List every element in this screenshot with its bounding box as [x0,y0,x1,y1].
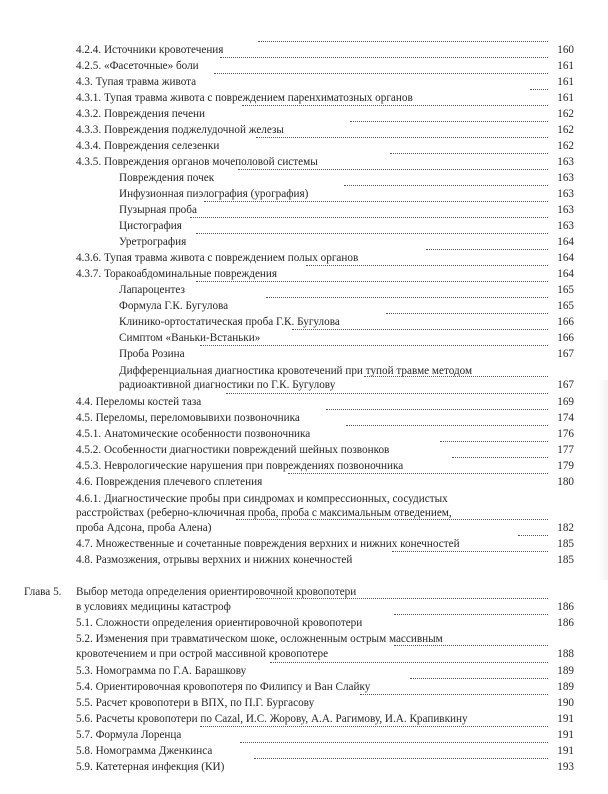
dot-leader [386,313,548,314]
toc-entry-text: 4.4. Переломы костей таза [76,396,202,408]
toc-entry-text: 4.3. Тупая травма живота [76,76,197,88]
toc-entry-text: 4.6.1. Диагностические пробы при синдромах и компрессионных, сосудистых [76,493,448,505]
toc-entry-text: в условиях медицины катастроф [76,601,231,613]
toc-entry-text: 5.9. Катетерная инфекция (КИ) [76,761,225,773]
dot-leader [214,73,548,74]
toc-entry-page: 161 [557,76,574,88]
toc-entry-page: 179 [557,460,574,472]
toc-entry-text: Пузырная проба [119,204,197,216]
dot-leader [410,678,548,679]
toc-entry-page: 193 [557,761,574,773]
dot-leader [360,694,548,695]
toc-entry-page: 185 [557,538,574,550]
toc-entry-text: 5.1. Сложности определения ориентировочной кровопотери [76,617,363,629]
toc-entry-page: 189 [557,681,574,693]
toc-entry-text: расстройствах (реберно-ключичная проба, проба с максимальным отведением, [76,507,452,519]
dot-leader [364,376,548,377]
dot-leader [190,217,548,218]
toc-entry-page: 182 [557,522,574,534]
toc-entry-page: 188 [557,648,574,660]
toc-entry-page: 163 [557,220,574,232]
toc-entry-page: 191 [557,729,574,741]
dot-leader [220,57,548,58]
dot-leader [266,297,548,298]
toc-entry-page: 169 [557,396,574,408]
chapter-number: Глава 5. [24,586,62,598]
toc-entry-page: 174 [557,412,574,424]
toc-entry-page: 165 [557,300,574,312]
dot-leader [326,409,548,410]
toc-entry-page: 177 [557,444,574,456]
dot-leader [236,519,548,520]
dot-leader [270,662,548,663]
dot-leader [346,425,548,426]
toc-entry-page: 166 [557,316,574,328]
toc-entry-text: Лапароцентез [119,284,185,296]
toc-entry-page: 186 [557,617,574,629]
toc-entry-page: 165 [557,284,574,296]
toc-entry-text: 4.8. Размозжения, отрывы верхних и нижних конечностей [76,554,353,566]
dot-leader [288,473,548,474]
toc-entry-page: 176 [557,428,574,440]
toc-entry-text: 4.5.1. Анатомические особенности позвоночника [76,428,311,440]
toc-entry-text: 4.3.6. Тупая травма живота с повреждением полых органов [76,252,359,264]
dot-leader [204,201,548,202]
dot-leader [390,153,548,154]
dot-leader [240,742,548,743]
toc-entry-text: 4.2.4. Источники кровотечения [76,44,224,56]
toc-entry-text: 4.3.7. Торакоабдоминальные повреждения [76,268,278,280]
dot-leader [426,249,548,250]
toc-entry-text: 4.3.3. Повреждения поджелудочной железы [76,124,284,136]
toc-entry-page: 190 [557,697,574,709]
toc-entry-page: 164 [557,236,574,248]
toc-entry-text: Симптом «Ваньки-Встаньки» [119,332,261,344]
toc-entry-text: 5.7. Формула Лоренца [76,729,182,741]
toc-entry-text: 4.5. Переломы, переломовывихи позвоночника [76,412,300,424]
toc-entry-page: 161 [557,60,574,72]
toc-entry-text: Проба Розина [119,348,185,360]
dot-leader [530,89,548,90]
dot-leader [394,645,548,646]
toc-entry-page: 191 [557,713,574,725]
toc-entry-text: кровотечением и при острой массивной кровопотере [76,648,329,660]
dot-leader [256,598,548,599]
toc-entry-page: 160 [557,44,574,56]
dot-leader [392,551,548,552]
toc-entry-text: проба Адсона, проба Алена) [76,522,212,534]
dot-leader [238,169,548,170]
dot-leader [226,393,548,394]
toc-entry-page: 180 [557,476,574,488]
toc-entry-text: 5.4. Ориентировочная кровопотеря по Филипсу и Ван Слайку [76,681,371,693]
toc-entry-page: 191 [557,745,574,757]
chapter-title: Выбор метода определения ориентировочной кровопотери [76,586,357,598]
toc-entry-page: 164 [557,252,574,264]
toc-entry-text: 5.2. Изменения при травматическом шоке, осложненным острым массивным [76,633,443,645]
toc-entry-text: 4.3.1. Тупая травма живота с повреждением паренхиматозных органов [76,92,413,104]
toc-entry-page: 163 [557,204,574,216]
toc-entry-text: 5.3. Номограмма по Г.А. Барашкову [76,665,247,677]
dot-leader [344,185,548,186]
toc-entry-text: Формула Г.К. Бугулова [119,300,229,312]
toc-entry-text: 4.2.5. «Фасеточные» боли [76,60,199,72]
toc-entry-page: 162 [557,140,574,152]
dot-leader [258,41,548,42]
dot-leader [196,233,548,234]
dot-leader [350,121,548,122]
toc-entry-page: 167 [557,379,574,391]
dot-leader [440,441,548,442]
toc-entry-page: 162 [557,108,574,120]
toc-entry-text: Дифференциальная диагностика кровотечений при тупой травме методом [119,365,473,377]
toc-entry-text: 4.6. Повреждения плечевого сплетения [76,476,263,488]
toc-entry-text: 4.3.2. Повреждения печени [76,108,206,120]
toc-entry-page: 167 [557,348,574,360]
toc-entry-text: 5.6. Расчеты кровопотери по Cazal, И.С. Жорову, А.А. Рагимову, И.А. Крапивкину [76,713,468,725]
toc-entry-text: 5.5. Расчет кровопотери в ВПХ, по П.Г. Бургасову [76,697,315,709]
dot-leader [200,345,548,346]
toc-entry-text: Клинико-ортостатическая проба Г.К. Бугулова [119,316,340,328]
dot-leader [200,726,548,727]
dot-leader [196,281,548,282]
toc-entry-page: 163 [557,172,574,184]
toc-entry-page: 164 [557,268,574,280]
toc-entry-page: 163 [557,188,574,200]
toc-entry-text: Цистография [119,220,182,232]
toc-entry-page: 189 [557,665,574,677]
toc-entry-text: Повреждения почек [119,172,215,184]
toc-entry-text: 4.3.5. Повреждения органов мочеполовой системы [76,156,318,168]
toc-entry-page: 163 [557,156,574,168]
dot-leader [452,457,548,458]
toc-entry-page: 162 [557,124,574,136]
toc-entry-page: 186 [557,601,574,613]
toc-entry-text: 4.3.4. Повреждения селезенки [76,140,220,152]
toc-entry-page: 161 [557,92,574,104]
dot-leader [256,137,548,138]
toc-entry-text: 4.5.3. Неврологические нарушения при повреждениях позвоночника [76,460,404,472]
toc-entry-text: Уретрография [119,236,187,248]
dot-leader [254,758,548,759]
dot-leader [518,535,548,536]
toc-entry-text: радиоактивной диагностики по Г.К. Бугулову [119,379,336,391]
toc-entry-text: 4.7. Множественные и сочетанные повреждения верхних и нижних конечностей [76,538,460,550]
toc-entry-page: 166 [557,332,574,344]
page-edge-shadow [598,380,608,580]
toc-entry-page: 185 [557,554,574,566]
toc-entry-text: Инфузионная пиэлография (урография) [119,188,309,200]
dot-leader [394,614,548,615]
dot-leader [242,105,548,106]
toc-entry-text: 5.8. Номограмма Дженкинса [76,745,213,757]
dot-leader [306,265,548,266]
dot-leader [292,329,548,330]
toc-entry-text: 4.5.2. Особенности диагностики повреждений шейных позвонков [76,444,390,456]
